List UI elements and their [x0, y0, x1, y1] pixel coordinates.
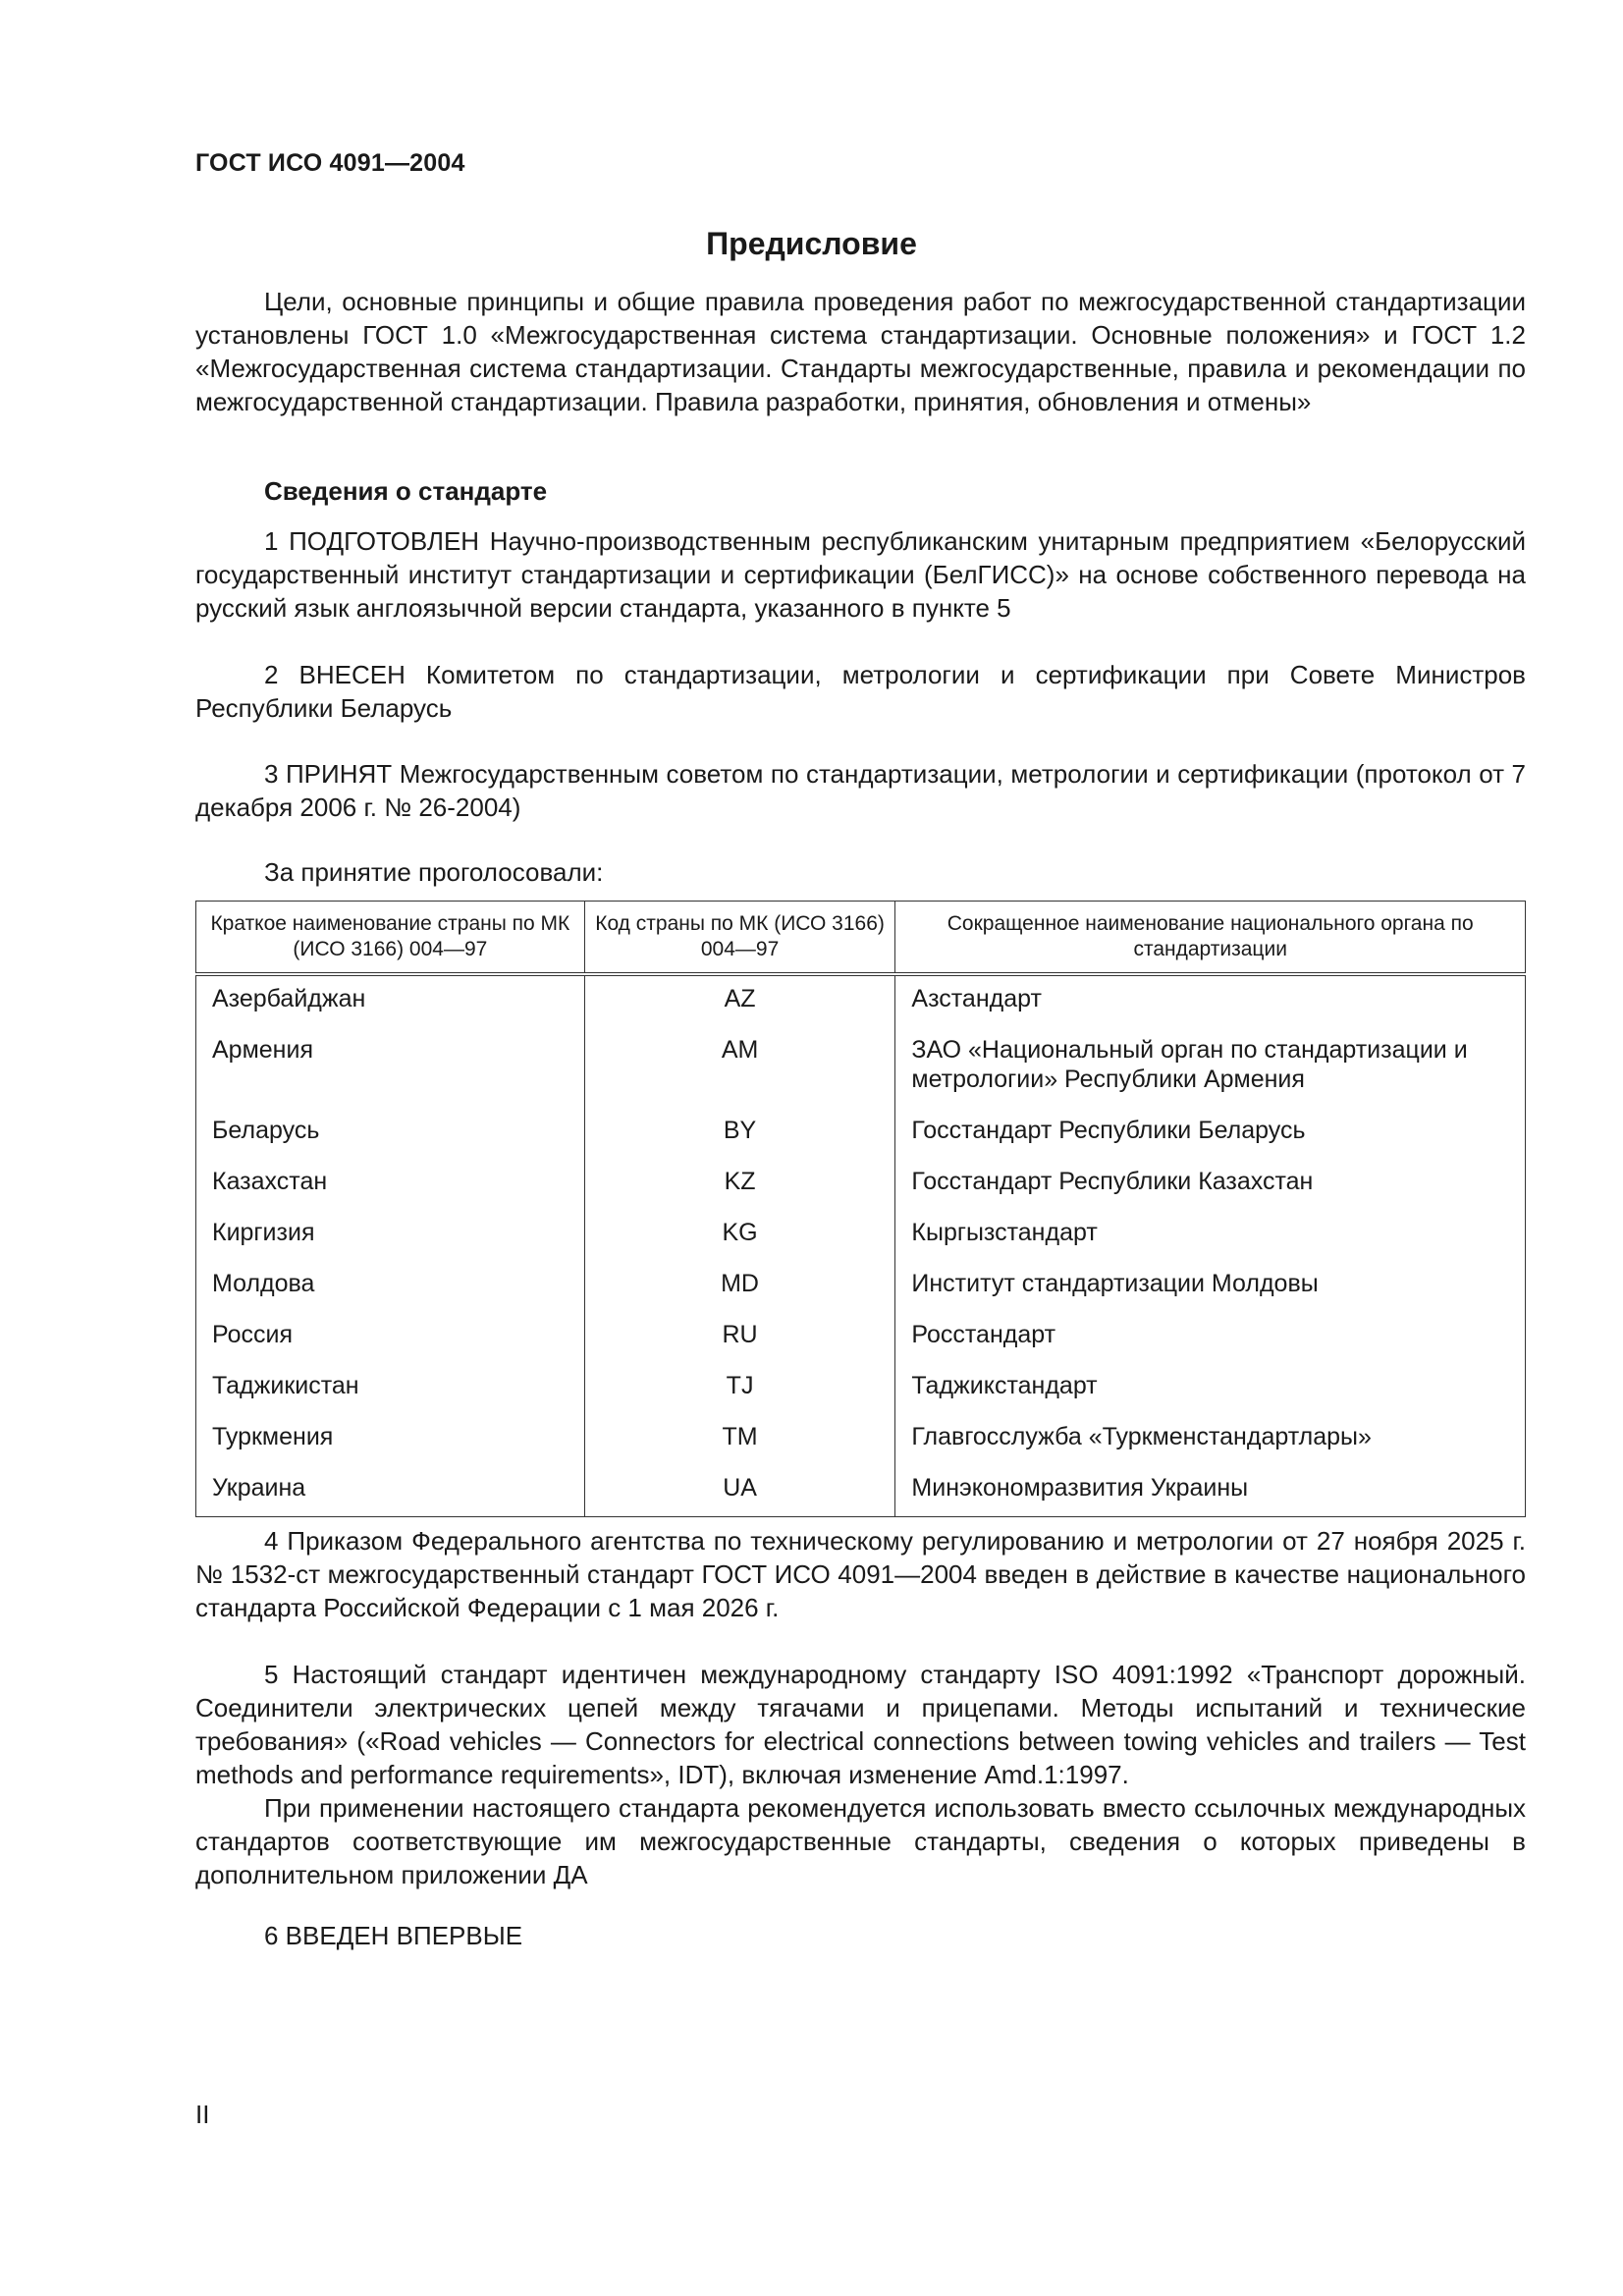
country-cell: Беларусь — [196, 1108, 585, 1159]
table-row — [196, 1027, 1526, 1108]
code-cell: KZ — [584, 1159, 895, 1210]
table-row — [196, 1261, 1526, 1312]
table-row — [196, 1210, 1526, 1261]
body-cell: Главгосслужба «Туркменстандартлары» — [895, 1414, 1526, 1465]
voting-table — [195, 901, 1526, 1517]
item-1-text: 1 ПОДГОТОВЛЕН Научно-производственным республиканским унитарным предприятием «Белорусский государственный институт стандартизации и сертификации (БелГИСС)» на основе собственного перевода на русский язык англоязычной версии стандарта, указанного в пункте 5 — [195, 526, 1526, 623]
section-subtitle: Сведения о стандарте — [264, 476, 548, 506]
code-cell: UA — [584, 1465, 895, 1517]
country-cell: Таджикистан — [196, 1363, 585, 1414]
col-header-country: Краткое наименование страны по МК (ИСО 3166) 004—97 — [196, 902, 585, 975]
document-header: ГОСТ ИСО 4091—2004 — [195, 149, 465, 177]
body-cell: Таджикстандарт — [895, 1363, 1526, 1414]
intro-paragraph — [195, 285, 1526, 418]
body-cell: Госстандарт Республики Казахстан — [895, 1159, 1526, 1210]
country-cell: Молдова — [196, 1261, 585, 1312]
table-row — [196, 1414, 1526, 1465]
item-4-text: 4 Приказом Федерального агентства по техническому регулированию и метрологии от 27 ноября 2025 г. № 1532-ст межгосударственный стандарт ГОСТ ИСО 4091—2004 введен в действие в качестве национального стандарта Российской Федерации с 1 мая 2026 г. — [195, 1526, 1526, 1622]
body-cell: Госстандарт Республики Беларусь — [895, 1108, 1526, 1159]
item-5-note: При применении настоящего стандарта рекомендуется использовать вместо ссылочных международных стандартов соответствующие им межгосударственные стандарты, сведения о которых приведены в дополнительном приложении ДА — [195, 1793, 1526, 1889]
item-4 — [195, 1524, 1526, 1624]
item-1 — [195, 524, 1526, 625]
body-cell: Кыргызстандарт — [895, 1210, 1526, 1261]
country-cell: Туркмения — [196, 1414, 585, 1465]
code-cell: AZ — [584, 974, 895, 1027]
code-cell: BY — [584, 1108, 895, 1159]
col-header-code: Код страны по МК (ИСО 3166) 004—97 — [584, 902, 895, 975]
item-5 — [195, 1658, 1526, 1891]
page-number: II — [195, 2100, 210, 2129]
country-cell: Киргизия — [196, 1210, 585, 1261]
table-row — [196, 1363, 1526, 1414]
country-cell: Россия — [196, 1312, 585, 1363]
table-row — [196, 1465, 1526, 1517]
item-3-text: 3 ПРИНЯТ Межгосударственным советом по стандартизации, метрологии и сертификации (протокол от 7 декабря 2006 г. № 26-2004) — [195, 759, 1526, 822]
code-cell: MD — [584, 1261, 895, 1312]
table-row — [196, 1108, 1526, 1159]
country-cell: Азербайджан — [196, 974, 585, 1027]
body-cell: Росстандарт — [895, 1312, 1526, 1363]
intro-text: Цели, основные принципы и общие правила проведения работ по межгосударственной стандартизации установлены ГОСТ 1.0 «Межгосударственная система стандартизации. Основные положения» и ГОСТ 1.2 «Межгосударственная система стандартизации. Стандарты межгосударственные, правила и рекомендации по межгосударственной стандартизации. Правила разработки, принятия, обновления и отмены» — [195, 287, 1526, 416]
table-row — [196, 1312, 1526, 1363]
item-3 — [195, 757, 1526, 824]
code-cell: RU — [584, 1312, 895, 1363]
col-header-body: Сокращенное наименование национального органа по стандартизации — [895, 902, 1526, 975]
code-cell: TJ — [584, 1363, 895, 1414]
table-row — [196, 1159, 1526, 1210]
item-6: 6 ВВЕДЕН ВПЕРВЫЕ — [264, 1921, 523, 1950]
page-title: Предисловие — [706, 226, 917, 261]
country-cell: Украина — [196, 1465, 585, 1517]
body-cell: Институт стандартизации Молдовы — [895, 1261, 1526, 1312]
code-cell: KG — [584, 1210, 895, 1261]
country-cell: Казахстан — [196, 1159, 585, 1210]
vote-label: За принятие проголосовали: — [264, 857, 604, 887]
body-cell: ЗАО «Национальный орган по стандартизации и метрологии» Республики Армения — [895, 1027, 1526, 1108]
item-5-text: 5 Настоящий стандарт идентичен международному стандарту ISO 4091:1992 «Транспорт дорожный. Соединители электрических цепей между тягачами и прицепами. Методы испытаний и технические требования» («Road vehicles — Connectors for electrical connections between towing vehicles and trailers — Test methods and performance requirements», IDT), включая изменение Amd.1:1997. — [195, 1660, 1526, 1789]
body-cell: Минэкономразвития Украины — [895, 1465, 1526, 1517]
code-cell: AM — [584, 1027, 895, 1108]
item-2 — [195, 658, 1526, 725]
code-cell: TM — [584, 1414, 895, 1465]
body-cell: Азстандарт — [895, 974, 1526, 1027]
table-header-row — [196, 902, 1526, 975]
item-2-text: 2 ВНЕСЕН Комитетом по стандартизации, метрологии и сертификации при Совете Министров Республики Беларусь — [195, 660, 1526, 723]
country-cell: Армения — [196, 1027, 585, 1108]
table-row — [196, 974, 1526, 1027]
